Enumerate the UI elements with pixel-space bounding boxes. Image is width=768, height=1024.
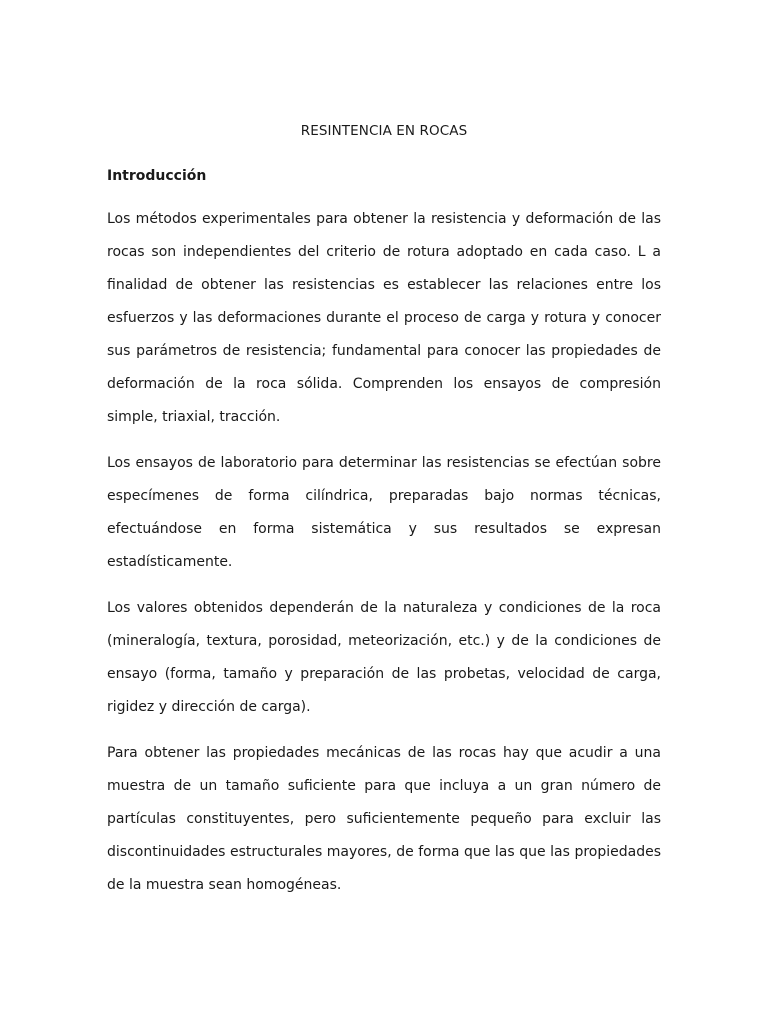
document-title: RESINTENCIA EN ROCAS (300, 123, 468, 139)
paragraph-3: Los valores obtenidos dependerán de la naturaleza y condiciones de la roca (mineralogía, textura, porosidad, meteorización, etc.) y de la condiciones de ensayo (forma, tamaño y preparación de las probetas, velocidad de carga, rigidez y dirección de carga). (107, 600, 661, 715)
paragraph-1: Los métodos experimentales para obtener la resistencia y deformación de las rocas son independientes del criterio de rotura adoptado en cada caso. L a finalidad de obtener las resistencias es establecer las relaciones entre los esfuerzos y las deformaciones durante el proceso de carga y rotura y conocer sus parámetros de resistencia; fundamental para conocer las propiedades de deformación de la roca sólida. Comprenden los ensayos de compresión simple, triaxial, tracción. (107, 211, 661, 425)
paragraph-2: Los ensayos de laboratorio para determinar las resistencias se efectúan sobre especímenes de forma cilíndrica, preparadas bajo normas técnicas, efectuándose en forma sistemática y sus resultados se expresan estadísticamente. (107, 455, 661, 570)
document-page (107, 120, 661, 915)
paragraph-4: Para obtener las propiedades mecánicas de las rocas hay que acudir a una muestra de un tamaño suficiente para que incluya a un gran número de partículas constituyentes, pero suficientemente pequeño para excluir las discontinuidades estructurales mayores, de forma que las que las propiedades de la muestra sean homogéneas. (107, 745, 661, 893)
section-heading: Introducción (107, 168, 207, 184)
